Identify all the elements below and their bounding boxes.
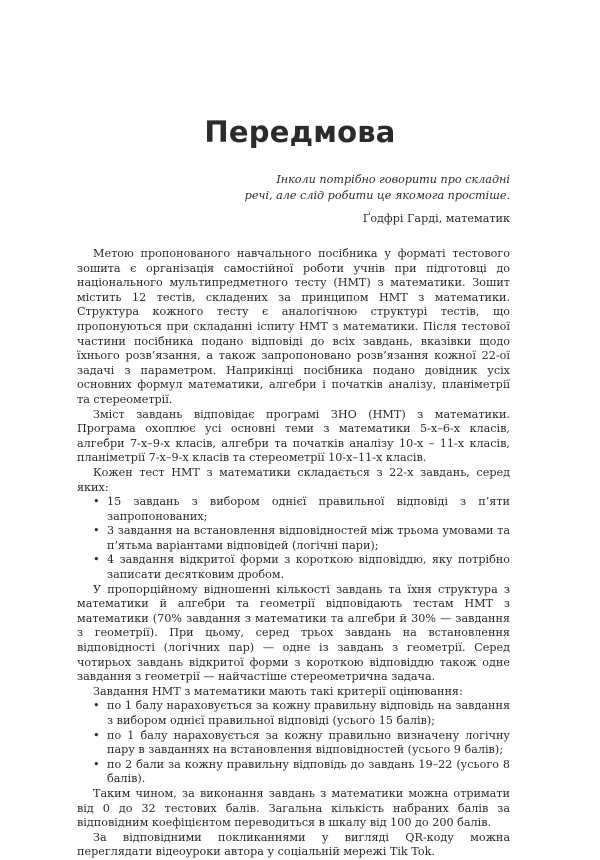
list-item: • 15 завдань з вибором однієї правильної відповіді з п’яти запропонованих; — [93, 495, 510, 523]
list-item: • по 2 бали за кожну правильну відповідь до завдань 19–22 (усього 8 балів). — [93, 757, 510, 786]
bullet-icon: • — [93, 728, 100, 742]
paragraph-scoring: Таким чином, за виконання завдань з математики можна отримати від 0 до 32 тестових балів. Загальна кількість набраних балів за відповідним коефіцієнтом переводиться в шкалу від 100 до 200 балів. — [77, 786, 510, 830]
epigraph — [150, 172, 510, 204]
list-item: • по 1 балу нараховується за кожну правильну відповідь на завдання з вибором однієї правильної відповіді (усього 15 балів); — [93, 699, 510, 727]
paragraph-criteria-intro: Завдання НМТ з математики мають такі критерії оцінювання: — [93, 684, 463, 698]
epigraph-line-2: речі, але слід робити це якомога простіше. — [244, 189, 510, 202]
paragraph-purpose: Метою пропонованого навчального посібника у форматі тестового зошита є організація самостійної роботи учнів при підготовці до національного мультипредметного тесту (НМТ) з математики. Зошит містить 12 тестів, складених за принципом НМТ з математики. Структура кожного тесту є аналогічною структурі тестів, що пропонуються при складанні іспиту НМТ з математики. Після тестової частини посібника подано відповіді до всіх завдань, вказівки щодо їхнього розв’язання, а також запропоновано розв’язання кожної 22-ої задачі з параметром. Наприкінці посібника подано довідник усіх основних формул математики, алгебри і початків аналізу, планіметрії та стереометрії. — [77, 247, 510, 406]
paragraph-qr: За відповідними покликаннями у вигляді QR-коду можна переглядати відеоуроки автора у соціальній мережі Tik Tok. — [77, 830, 510, 859]
epigraph-line-1: Інколи потрібно говорити про складні — [276, 173, 510, 186]
page-title: Передмова — [204, 115, 396, 149]
bullet-icon: • — [93, 553, 100, 567]
paragraph-structure-intro: Кожен тест НМТ з математики складається з 22-х завдань, серед яких: — [77, 465, 510, 494]
body-text — [77, 247, 510, 860]
list-item: • по 1 балу нараховується за кожну правильно визначену логічну пару в завданнях на встановлення відповідностей (усього 9 балів); — [93, 728, 510, 757]
bullet-icon: • — [93, 699, 100, 713]
bullet-icon: • — [93, 524, 100, 538]
task-types-list — [77, 495, 510, 583]
criteria-list — [77, 699, 510, 787]
paragraph-proportion: У пропорційному відношенні кількості завдань та їхня структура з математики й алгебри та геометрії відповідають тестам НМТ з математики (70% завдання з математики та алгебри й 30% — завдання з геометрії). При цьому, серед трьох завдань на встановлення відповідності (логічних пар) — одне із завдань з геометрії. Серед чотирьох завдань відкритої форми з короткою відповіддю також одне завдання з геометрії — найчастіше стереометрична задача. — [77, 582, 510, 684]
epigraph-author: Ґодфрі Гарді, математик — [362, 212, 510, 225]
bullet-icon: • — [93, 495, 100, 509]
paragraph-content: Зміст завдань відповідає програмі ЗНО (НМТ) з математики. Програма охоплює усі основні теми з математики 5-х–6-х класів, алгебри 7-х–9-х класів, алгебри та початків аналізу 10-х – 11-х класів, планіметрії 7-х–9-х класів та стереометрії 10-х–11-х класів. — [77, 407, 510, 465]
list-item: • 3 завдання на встановлення відповідностей між трьома умовами та п’ятьма варіантами відповідей (логічні пари); — [93, 524, 510, 552]
list-item: • 4 завдання відкритої форми з короткою відповіддю, яку потрібно записати десятковим дробом. — [93, 553, 510, 582]
bullet-icon: • — [93, 757, 100, 771]
